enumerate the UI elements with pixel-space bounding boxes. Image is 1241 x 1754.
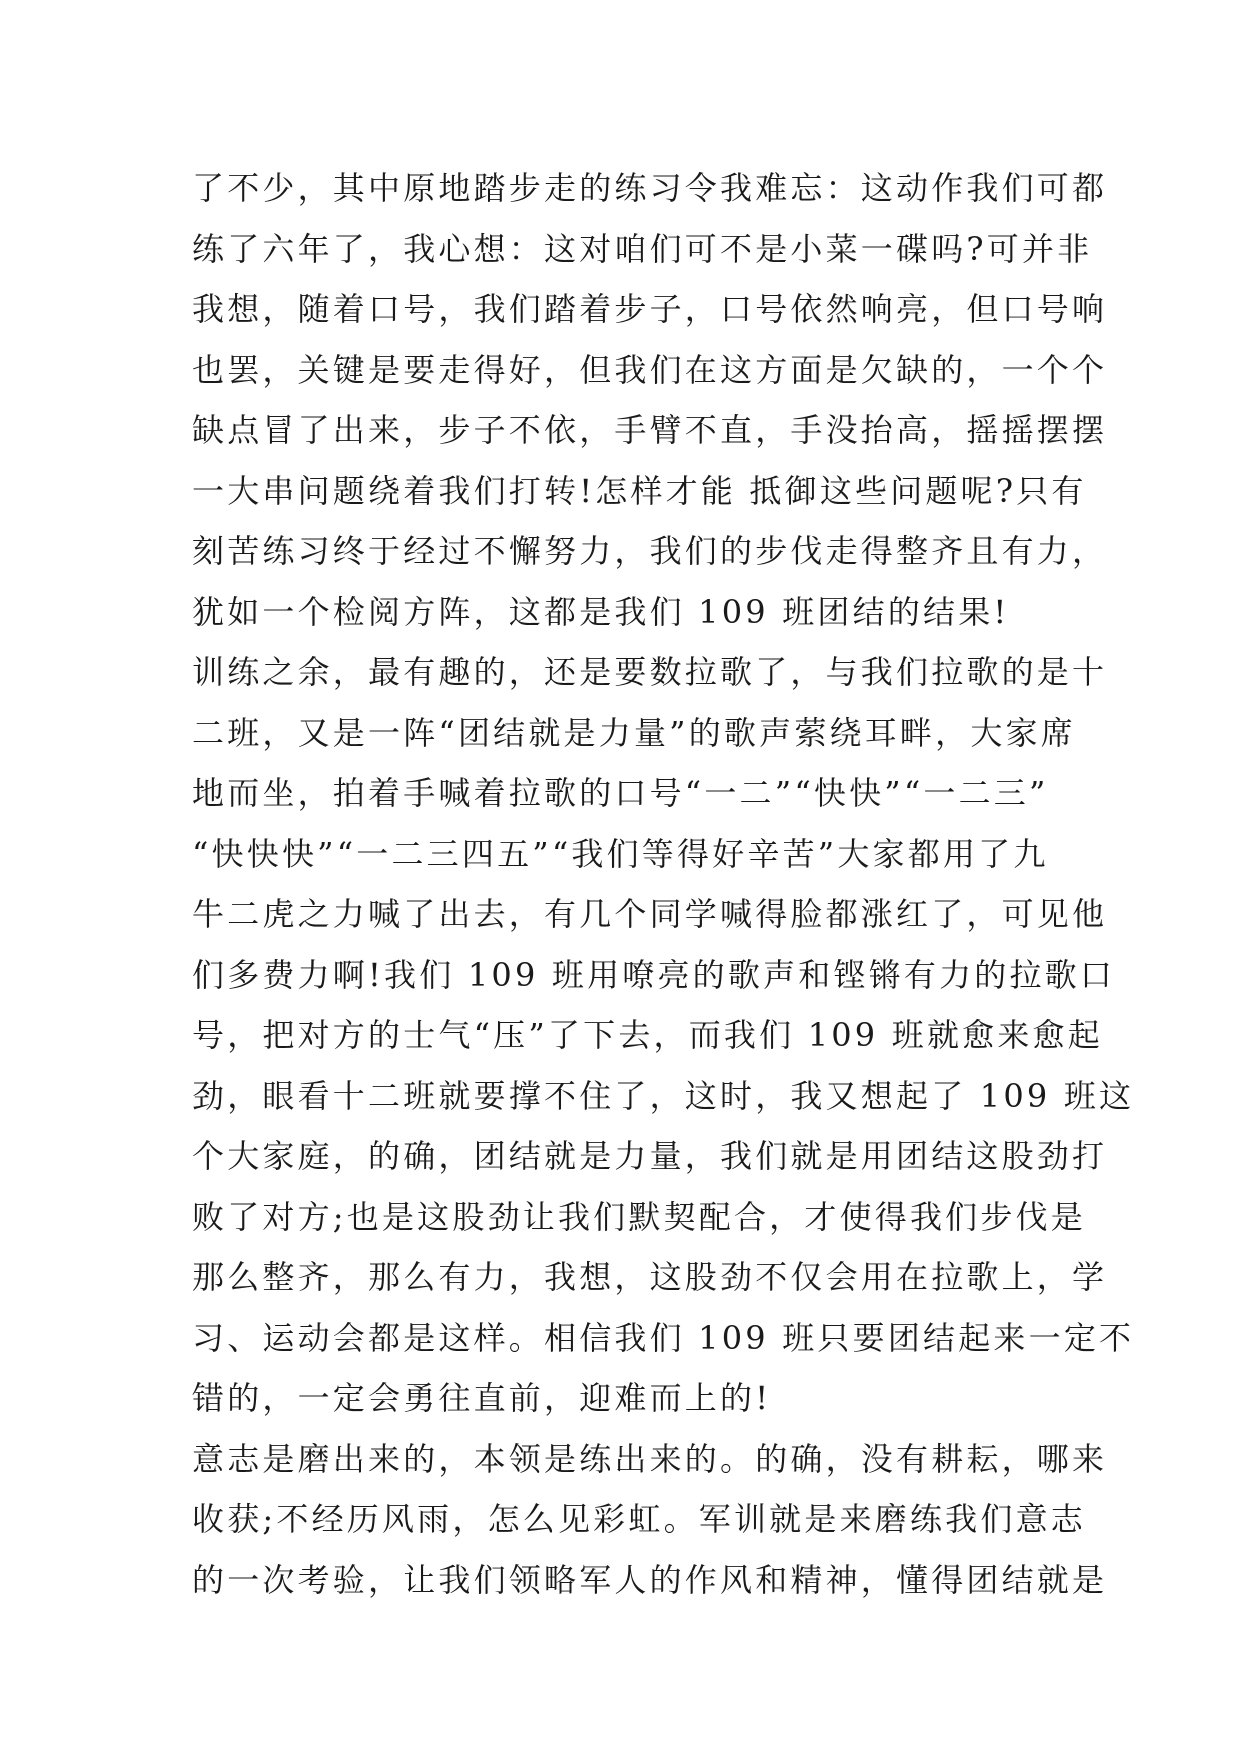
text-line: 败了对方;也是这股劲让我们默契配合，才使得我们步伐是 (192, 1197, 1086, 1236)
text-line: 也罢，关键是要走得好，但我们在这方面是欠缺的，一个个 (192, 350, 1108, 389)
text-line: 训练之余，最有趣的，还是要数拉歌了，与我们拉歌的是十 (192, 653, 1108, 691)
text-line: 了不少，其中原地踏步走的练习令我难忘：这动作我们可都 (192, 169, 1108, 207)
text-line: 号，把对方的士气“压”了下去，而我们 109 班就愈来愈起 (192, 1016, 1103, 1054)
text-line: 犹如一个检阅方阵，这都是我们 109 班团结的结果! (192, 592, 1010, 631)
text-line: 一大串问题绕着我们打转!怎样才能 抵御这些问题呢?只有 (192, 471, 1087, 510)
text-line: 习、运动会都是这样。相信我们 109 班只要团结起来一定不 (192, 1318, 1135, 1357)
text-line: 地而坐，拍着手喊着拉歌的口号“一二”“快快”“一二三” (192, 774, 1049, 812)
text-line: 缺点冒了出来，步子不依，手臂不直，手没抬高，摇摇摆摆 (192, 411, 1108, 449)
text-line: 我想，随着口号，我们踏着步子，口号依然响亮，但口号响 (192, 290, 1108, 328)
body-text (192, 158, 1135, 1610)
text-line: 练了六年了，我心想：这对咱们可不是小菜一碟吗?可并非 (192, 229, 1093, 268)
text-line: 的一次考验，让我们领略军人的作风和精神，懂得团结就是 (192, 1560, 1108, 1599)
text-line: 错的，一定会勇往直前，迎难而上的! (192, 1379, 772, 1417)
text-line: 意志是磨出来的，本领是练出来的。的确，没有耕耘，哪来 (192, 1439, 1108, 1478)
text-line: 那么整齐，那么有力，我想，这股劲不仅会用在拉歌上，学 (192, 1258, 1108, 1296)
text-line: 二班，又是一阵“团结就是力量”的歌声萦绕耳畔，大家席 (192, 713, 1076, 752)
text-line: 刻苦练习终于经过不懈努力，我们的步伐走得整齐且有力， (192, 532, 1108, 570)
text-line: 牛二虎之力喊了出去，有几个同学喊得脸都涨红了，可见他 (192, 895, 1108, 933)
text-line: 劲，眼看十二班就要撑不住了，这时，我又想起了 109 班这 (192, 1076, 1135, 1115)
text-line: “快快快”“一二三四五”“我们等得好辛苦”大家都用了九 (192, 834, 1049, 873)
text-line: 个大家庭，的确，团结就是力量，我们就是用团结这股劲打 (192, 1137, 1108, 1175)
text-line: 收获;不经历风雨，怎么见彩虹。军训就是来磨练我们意志 (192, 1500, 1086, 1538)
text-line: 们多费力啊!我们 109 班用嘹亮的歌声和铿锵有力的拉歌口 (192, 955, 1116, 994)
